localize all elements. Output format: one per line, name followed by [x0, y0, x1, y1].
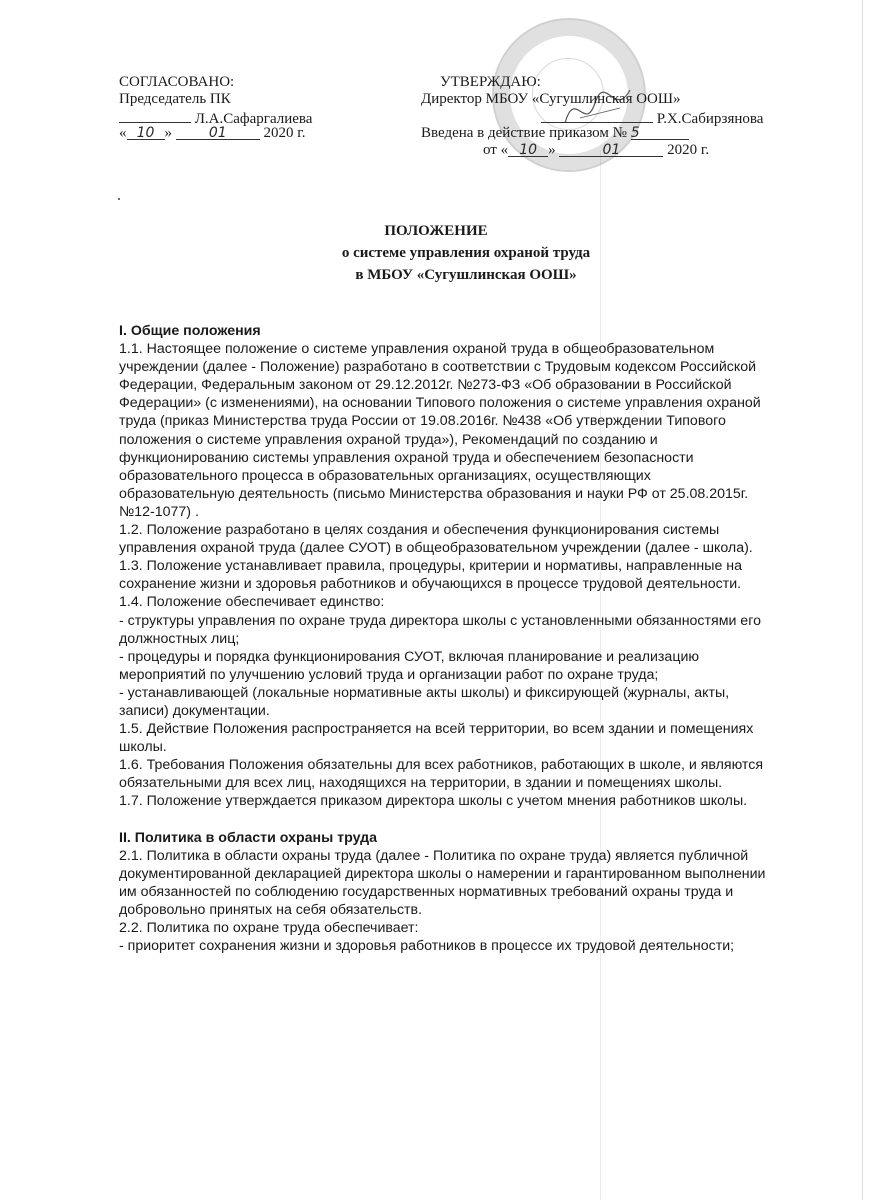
paragraph-2-2-item-a: - приоритет сохранения жизни и здоровья работников в процессе их трудовой деятельности; — [119, 938, 735, 955]
section-heading: II. Политика в области охраны труда — [119, 829, 378, 846]
committee-chair-role: Председатель ПК — [119, 91, 231, 107]
document-organization: в МБОУ «Сугушлинская ООШ» — [355, 267, 577, 283]
approved-label: СОГЛАСОВАНО: — [119, 74, 235, 90]
date-month: 01 — [176, 125, 260, 140]
document-body — [119, 322, 769, 955]
paragraph-1-4-item-b: - процедуры и порядка функционирования СУОТ, включая планирование и реализацию мероприятий по улучшению условий труда и организации работ по охране труда; — [119, 648, 700, 683]
paragraph-1-3: 1.3. Положение устанавливает правила, процедуры, критерии и нормативы, направленные на сохранение жизни и здоровья работников и обучающихся в процессе трудовой деятельности. — [119, 558, 743, 593]
date-day: 10 — [127, 125, 165, 140]
paragraph-1-4-item-c: - устанавливающей (локальные нормативные акты школы) и фиксирующей (журналы, акты, записи) документации. — [119, 684, 730, 719]
paragraph-1-6: 1.6. Требования Положения обязательны для всех работников, работающих в школе, и являются обязательными для всех лиц, находящихся на территории, в здании и помещениях школы. — [119, 757, 764, 792]
section-heading: I. Общие положения — [119, 323, 261, 339]
order-from-text: от « — [483, 142, 509, 158]
director-name: Р.Х.Сабирзянова — [656, 111, 764, 127]
order-day: 10 — [508, 142, 548, 157]
paragraph-2-1: 2.1. Политика в области охраны труда (далее - Политика по охране труда) является публичной документированной декларацией директора школы о намерении и гарантированном выполнении им обязанностей по соблюдению государственных нормативных требований охраны труда и добровольно принятых на себя обязательств. — [119, 847, 766, 918]
committee-chair-name: Л.А.Сафаргалиева — [194, 111, 313, 127]
paragraph-1-1: 1.1. Настоящее положение о системе управления охраной труда в общеобразовательном учреждении (далее - Положение) разработано в соответствии с Трудовым кодексом Российской Федерации, Федеральным законом от 29.12.2012г. №273-ФЗ «Об образовании в Российской Федерации» (с изменениями), на основании Типового положения о системе управления охраной труда (приказ Министерства труда России от 19.08.2016г. №438 «Об утверждении Типового положения о системе управления охраной труда»), Рекомендаций по созданию и функционированию системы управления охраной труда и обеспечением безопасности образовательного процесса в образовательных организациях, осуществляющих образовательную деятельность (письмо Министерства образования и науки РФ от 25.08.2015г. №12-1077) . — [119, 341, 761, 520]
order-date-line: от « 10 » 01 2020 г. — [483, 142, 710, 158]
director-signature-line — [421, 108, 763, 125]
approve-label: УТВЕРЖДАЮ: — [440, 74, 541, 90]
paragraph-1-4-item-a: - структуры управления по охране труда директора школы с установленными обязанностями его должностных лиц; — [119, 612, 761, 647]
approval-block-right — [421, 74, 763, 159]
order-year: 2020 г. — [667, 142, 710, 158]
paragraph-1-2: 1.2. Положение разработано в целях создания и обеспечения функционирования системы управления охраной труда (далее СУОТ) в общеобразовательном учреждении (далее - школа). — [119, 522, 753, 557]
approval-date-left: « 10 » 01 2020 г. — [119, 125, 306, 141]
order-month: 01 — [559, 142, 663, 157]
order-number: 5 — [631, 125, 689, 140]
approval-block-left — [119, 74, 312, 142]
committee-chair-signature-line — [119, 108, 312, 125]
paragraph-1-7: 1.7. Положение утверждается приказом директора школы с учетом мнения работников школы. — [119, 793, 748, 810]
scan-streak — [862, 0, 863, 1200]
paragraph-1-5: 1.5. Действие Положения распространяется на всей территории, во всем здании и помещениях школы. — [119, 721, 754, 756]
document-title: ПОЛОЖЕНИЕ — [384, 223, 488, 239]
order-line — [421, 125, 763, 142]
signature-blank — [541, 108, 653, 123]
paragraph-2-2: 2.2. Политика по охране труда обеспечивает: — [119, 920, 419, 936]
date-year: 2020 г. — [263, 125, 306, 141]
signature-blank — [119, 108, 191, 123]
section-spacer — [119, 811, 769, 829]
paragraph-1-4: 1.4. Положение обеспечивает единство: — [119, 594, 385, 611]
document-subtitle: о системе управления охраной труда — [341, 245, 591, 261]
order-text: Введена в действие приказом № — [421, 125, 627, 141]
scan-speck — [118, 198, 120, 200]
director-role: Директор МБОУ «Сугушлинская ООШ» — [421, 91, 681, 107]
